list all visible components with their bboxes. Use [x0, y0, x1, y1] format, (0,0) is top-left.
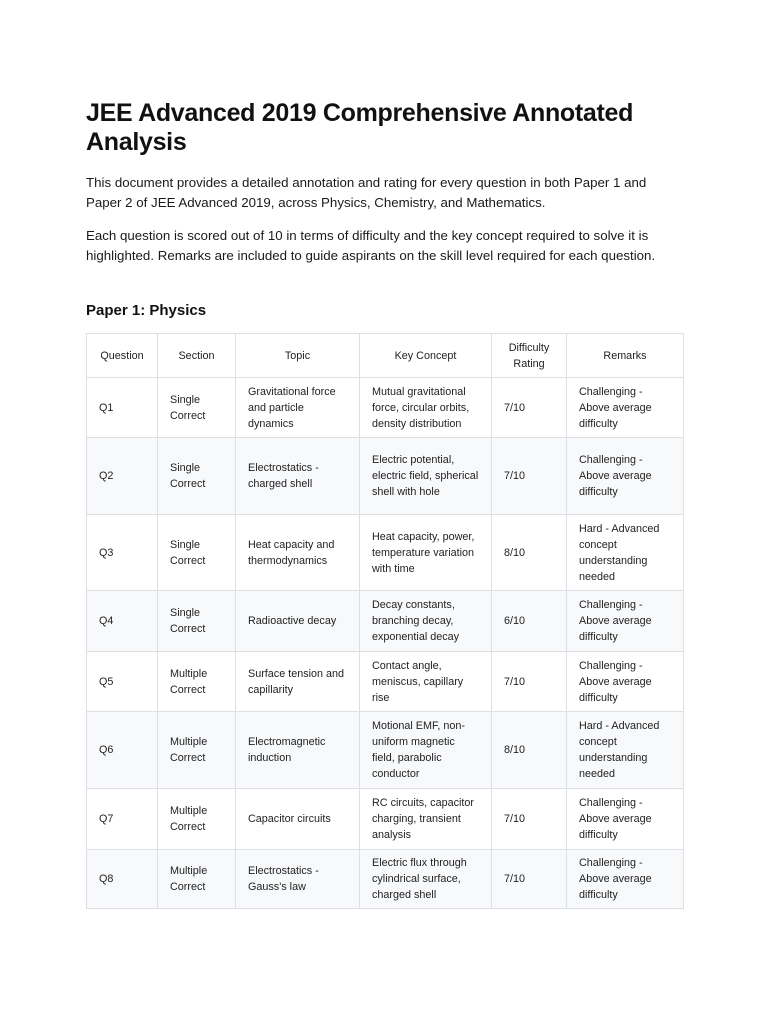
question-cell: Q1 [87, 378, 158, 438]
column-header: Key Concept [360, 334, 492, 378]
column-header: Section [158, 334, 236, 378]
column-header: Topic [236, 334, 360, 378]
key-concept-cell: Motional EMF, non-uniform magnetic field, parabolic conductor [360, 712, 492, 789]
topic-cell: Radioactive decay [236, 591, 360, 652]
key-concept-cell: Electric flux through cylindrical surface, charged shell [360, 850, 492, 909]
document-title: JEE Advanced 2019 Comprehensive Annotated Analysis [86, 99, 634, 156]
remarks-cell: Challenging - Above average difficulty [567, 378, 684, 438]
difficulty-cell: 7/10 [492, 652, 567, 712]
remarks-cell: Challenging - Above average difficulty [567, 850, 684, 909]
section-cell: Multiple Correct [158, 789, 236, 850]
key-concept-cell: RC circuits, capacitor charging, transient analysis [360, 789, 492, 850]
question-cell: Q3 [87, 515, 158, 591]
question-cell: Q7 [87, 789, 158, 850]
key-concept-cell: Decay constants, branching decay, exponential decay [360, 591, 492, 652]
column-header: Remarks [567, 334, 684, 378]
topic-cell: Heat capacity and thermodynamics [236, 515, 360, 591]
key-concept-cell: Heat capacity, power, temperature variation with time [360, 515, 492, 591]
difficulty-cell: 7/10 [492, 850, 567, 909]
table-header-row [87, 334, 684, 378]
difficulty-cell: 7/10 [492, 438, 567, 515]
section-cell: Single Correct [158, 515, 236, 591]
topic-cell: Electrostatics - charged shell [236, 438, 360, 515]
difficulty-cell: 6/10 [492, 591, 567, 652]
key-concept-cell: Contact angle, meniscus, capillary rise [360, 652, 492, 712]
column-header: Difficulty Rating [492, 334, 567, 378]
section-cell: Single Correct [158, 438, 236, 515]
column-header: Question [87, 334, 158, 378]
remarks-cell: Challenging - Above average difficulty [567, 591, 684, 652]
table-row [87, 712, 684, 789]
topic-cell: Gravitational force and particle dynamics [236, 378, 360, 438]
section-cell: Multiple Correct [158, 652, 236, 712]
table-row [87, 515, 684, 591]
question-cell: Q8 [87, 850, 158, 909]
question-cell: Q5 [87, 652, 158, 712]
table-row [87, 378, 684, 438]
remarks-cell: Challenging - Above average difficulty [567, 789, 684, 850]
section-cell: Multiple Correct [158, 712, 236, 789]
remarks-cell: Challenging - Above average difficulty [567, 438, 684, 515]
difficulty-cell: 7/10 [492, 378, 567, 438]
topic-cell: Surface tension and capillarity [236, 652, 360, 712]
topic-cell: Capacitor circuits [236, 789, 360, 850]
table-row [87, 591, 684, 652]
remarks-cell: Hard - Advanced concept understanding needed [567, 515, 684, 591]
difficulty-cell: 8/10 [492, 712, 567, 789]
difficulty-cell: 7/10 [492, 789, 567, 850]
question-cell: Q6 [87, 712, 158, 789]
section-heading: Paper 1: Physics [86, 302, 207, 319]
key-concept-cell: Mutual gravitational force, circular orbits, density distribution [360, 378, 492, 438]
topic-cell: Electromagnetic induction [236, 712, 360, 789]
analysis-table [86, 333, 684, 909]
question-cell: Q2 [87, 438, 158, 515]
key-concept-cell: Electric potential, electric field, spherical shell with hole [360, 438, 492, 515]
table-row [87, 850, 684, 909]
intro-paragraph: This document provides a detailed annotation and rating for every question in both Paper 1 and Paper 2 of JEE Advanced 2019, across Physics, Chemistry, and Mathematics. [86, 175, 647, 210]
section-cell: Single Correct [158, 591, 236, 652]
topic-cell: Electrostatics - Gauss's law [236, 850, 360, 909]
section-cell: Single Correct [158, 378, 236, 438]
remarks-cell: Hard - Advanced concept understanding needed [567, 712, 684, 789]
table-row [87, 789, 684, 850]
intro-paragraph: Each question is scored out of 10 in terms of difficulty and the key concept required to solve it is highlighted. Remarks are included to guide aspirants on the skill level required for each question. [86, 228, 656, 263]
table-row [87, 438, 684, 515]
difficulty-cell: 8/10 [492, 515, 567, 591]
section-cell: Multiple Correct [158, 850, 236, 909]
table-row [87, 652, 684, 712]
remarks-cell: Challenging - Above average difficulty [567, 652, 684, 712]
question-cell: Q4 [87, 591, 158, 652]
